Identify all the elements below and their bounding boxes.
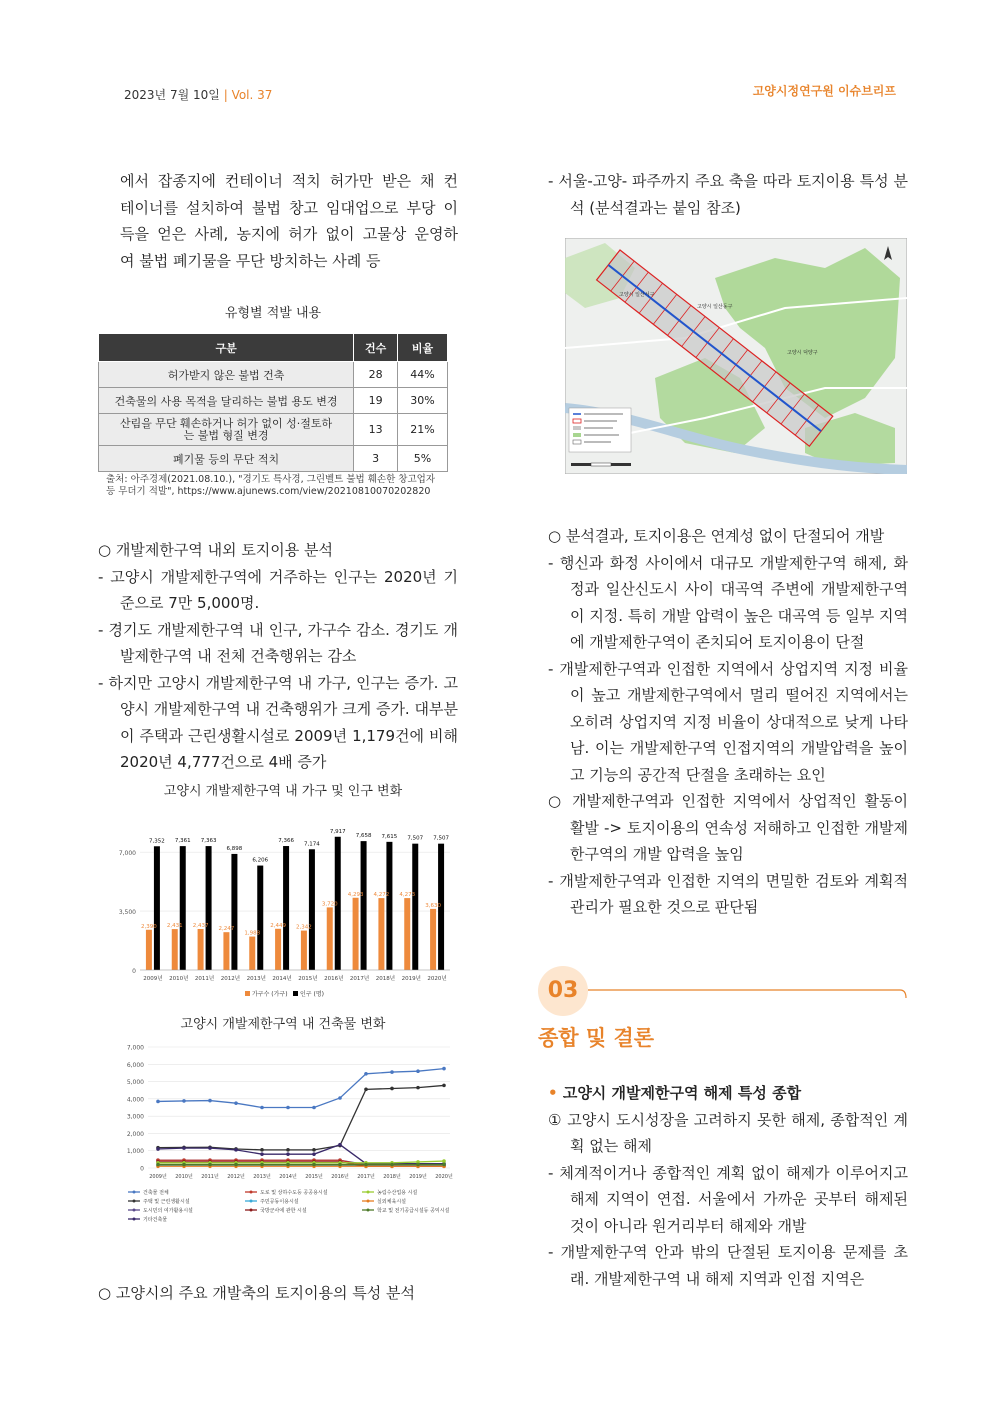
table-cell: 5% bbox=[398, 446, 448, 472]
table-cell: 산림을 무단 훼손하거나 허가 없이 성·절토하는 불법 형질 변경 bbox=[99, 414, 354, 446]
legend-label: 주민공동이용시설 bbox=[260, 1199, 299, 1205]
series-point bbox=[286, 1152, 290, 1156]
table-cell: 28 bbox=[354, 362, 398, 388]
y-tick-label: 7,000 bbox=[126, 1044, 144, 1052]
x-tick-label: 2017년 bbox=[349, 976, 370, 982]
conclusion-item: - 개발제한구역 안과 밖의 단절된 토지이용 문제를 초래. 개발제한구역 내 해제 지역과 인접 지역은 bbox=[548, 1243, 908, 1288]
bar-households bbox=[327, 907, 333, 970]
bar-population bbox=[257, 866, 263, 970]
x-tick-label: 2014년 bbox=[272, 976, 292, 982]
x-tick-label: 2020년 bbox=[435, 1174, 453, 1180]
series-point bbox=[156, 1163, 160, 1167]
x-tick-label: 2018년 bbox=[383, 1174, 401, 1180]
y-tick-label: 0 bbox=[140, 1165, 144, 1173]
bar-population bbox=[231, 854, 237, 970]
x-tick-label: 2012년 bbox=[227, 1174, 245, 1180]
population-bar-chart bbox=[110, 812, 460, 1007]
series-point bbox=[364, 1088, 368, 1092]
data-label-households: 2,449 bbox=[270, 922, 286, 929]
chart2-caption: 고양시 개발제한구역 내 건축물 변화 bbox=[180, 1017, 386, 1032]
legend-label: 도시민의 여가활용시설 bbox=[143, 1208, 193, 1214]
header-separator: | bbox=[223, 88, 228, 102]
series-point bbox=[312, 1152, 316, 1156]
table-cell: 13 bbox=[354, 414, 398, 446]
legend-marker bbox=[133, 1200, 136, 1203]
table-caption: 유형별 적발 내용 bbox=[224, 306, 322, 321]
legend-marker bbox=[133, 1191, 136, 1194]
legend-label: 농림수산업용 시설 bbox=[377, 1190, 418, 1196]
series-point bbox=[416, 1086, 420, 1090]
bar-population bbox=[386, 842, 392, 970]
data-label-population: 7,658 bbox=[355, 833, 372, 840]
series-point bbox=[442, 1159, 446, 1163]
bar-population bbox=[361, 841, 367, 970]
conclusion-heading bbox=[548, 1080, 908, 1107]
source-line: 출처: 아주경제(2021.08.10.), "경기도 특사경, 그린벨트 불법 훼손한 창고업자 bbox=[106, 474, 435, 485]
header-date-vol bbox=[124, 86, 272, 103]
bar-population bbox=[154, 846, 160, 970]
series-point bbox=[208, 1163, 212, 1167]
section-number: 03 bbox=[538, 966, 588, 1016]
bar-population bbox=[412, 844, 418, 970]
result-item: - 개발제한구역과 인접한 지역에서 상업지역 지정 비율이 높고 개발제한구역에서 멀리 떨어진 지역에서는 오히려 상업지역 지정 비율이 상대적으로 낮게 나타남. 이는 개발제한구역 인접지역의 개발압력을 높이고 기능의 공간적 단절을 초래하는 요인 bbox=[548, 659, 908, 784]
legend-label: 국방군사에 관한 시설 bbox=[260, 1208, 307, 1214]
map-legend bbox=[569, 408, 631, 452]
axis-analysis-item bbox=[548, 168, 908, 221]
series-point bbox=[390, 1070, 394, 1074]
conclusion-item: - 체계적이거나 종합적인 계획 없이 해제가 이루어지고 해제 지역이 연접. 서울에서 가까운 곳부터 해제된 것이 아니라 원거리부터 해제와 개발 bbox=[548, 1163, 908, 1235]
legend-label: 도로 및 상하수도등 공공용시설 bbox=[260, 1190, 328, 1196]
series-point bbox=[416, 1069, 420, 1073]
x-tick-label: 2015년 bbox=[298, 976, 318, 982]
table-row bbox=[99, 388, 448, 414]
land-use-map bbox=[565, 238, 907, 474]
header-brand: 고양시정연구원 이슈브리프 bbox=[752, 84, 896, 98]
series-point bbox=[442, 1067, 446, 1071]
data-label-households: 4,273 bbox=[399, 892, 416, 899]
table-source bbox=[106, 474, 456, 498]
intro-line: 득을 얻은 사례, 농지에 허가 없이 고물상 운영하 bbox=[120, 225, 458, 243]
bar-households bbox=[172, 929, 178, 970]
header-volume: Vol. 37 bbox=[231, 88, 273, 102]
data-label-population: 7,361 bbox=[174, 838, 191, 845]
intro-line: 여 불법 폐기물을 무단 방치하는 사례 등 bbox=[120, 251, 381, 270]
table-header: 비율 bbox=[398, 334, 448, 362]
legend-swatch bbox=[245, 991, 250, 996]
series-point bbox=[364, 1072, 368, 1076]
series-point bbox=[260, 1106, 264, 1110]
series-point bbox=[156, 1100, 160, 1104]
y-tick-label: 7,000 bbox=[118, 850, 136, 858]
x-tick-label: 2011년 bbox=[201, 1174, 219, 1180]
conclusion-block bbox=[548, 1080, 908, 1292]
table-cell: 3 bbox=[354, 446, 398, 472]
result-item: - 행신과 화정 사이에서 대규모 개발제한구역 해제, 화정과 일산신도시 사이 대곡역 주변에 개발제한구역이 지정. 특히 개발 압력이 높은 대곡역 등 일부 지역에 개발제한구역이 존치되어 토지이용이 단절 bbox=[548, 553, 908, 651]
x-tick-label: 2013년 bbox=[246, 976, 266, 982]
result-item: ○ 개발제한구역과 인접한 지역에서 상업적인 활동이 활발 -> 토지이용의 연속성 저해하고 인접한 개발제한구역의 개발 압력을 높임 bbox=[548, 792, 908, 863]
legend-marker bbox=[250, 1209, 253, 1212]
data-label-population: 7,507 bbox=[407, 835, 424, 842]
bar-households bbox=[146, 930, 152, 970]
legend-marker bbox=[367, 1191, 370, 1194]
x-tick-label: 2019년 bbox=[401, 976, 421, 982]
bar-households bbox=[301, 931, 307, 970]
data-label-population: 7,615 bbox=[381, 833, 398, 840]
bar-households bbox=[430, 909, 436, 970]
series-point bbox=[234, 1148, 238, 1152]
y-tick-label: 1,000 bbox=[126, 1148, 144, 1156]
table-header: 구분 bbox=[99, 334, 354, 362]
scale-bar bbox=[571, 463, 631, 466]
result-item: ○ 분석결과, 토지이용은 연계성 없이 단절되어 개발 bbox=[548, 527, 885, 545]
section-divider bbox=[588, 984, 908, 1004]
series-point bbox=[312, 1163, 316, 1167]
legend-marker bbox=[133, 1209, 136, 1212]
bar-households bbox=[249, 937, 255, 970]
data-label-households: 2,437 bbox=[192, 922, 209, 929]
data-label-households: 3,630 bbox=[425, 902, 441, 909]
legend-marker bbox=[250, 1200, 253, 1203]
series-point bbox=[442, 1084, 446, 1088]
section-item: - 하지만 고양시 개발제한구역 내 가구, 인구는 증가. 고양시 개발제한구역 내 건축행위가 크게 증가. 대부분이 주택과 근린생활시설로 2009년 1,179건에 비해 2020년 4,777건으로 4배 증가 bbox=[98, 673, 458, 771]
x-tick-label: 2013년 bbox=[253, 1174, 271, 1180]
bar-households bbox=[353, 898, 359, 970]
bar-households bbox=[223, 932, 229, 970]
series-point bbox=[416, 1163, 420, 1167]
table-row bbox=[99, 414, 448, 446]
series-point bbox=[182, 1146, 186, 1150]
bar-households bbox=[404, 898, 410, 970]
y-tick-label: 2,000 bbox=[126, 1130, 144, 1138]
series-point bbox=[234, 1101, 238, 1105]
series-point bbox=[286, 1106, 290, 1110]
data-label-households: 2,431 bbox=[166, 923, 183, 930]
analysis-results bbox=[548, 523, 908, 921]
series-point bbox=[182, 1099, 186, 1103]
conclusion-item: ① 고양시 도시성장을 고려하지 못한 해제, 종합적인 계획 없는 해제 bbox=[548, 1110, 908, 1155]
data-label-households: 1,988 bbox=[244, 930, 261, 937]
x-tick-label: 2019년 bbox=[409, 1174, 427, 1180]
series-point bbox=[338, 1163, 342, 1167]
conclusion-heading-text: 고양시 개발제한구역 해제 특성 종합 bbox=[562, 1084, 802, 1102]
legend-marker bbox=[367, 1200, 370, 1203]
table-cell: 건축물의 사용 목적을 달리하는 불법 용도 변경 bbox=[99, 388, 354, 414]
y-tick-label: 6,000 bbox=[126, 1061, 144, 1069]
data-label-households: 2,247 bbox=[218, 926, 235, 933]
bullet-dot: • bbox=[548, 1084, 558, 1102]
series-point bbox=[338, 1096, 342, 1100]
x-tick-label: 2010년 bbox=[169, 976, 189, 982]
bar-households bbox=[378, 898, 384, 970]
bar-population bbox=[180, 846, 186, 970]
intro-paragraph bbox=[120, 168, 458, 274]
header-date: 2023년 7월 10일 bbox=[124, 88, 220, 102]
series-line bbox=[158, 1085, 444, 1149]
data-label-population: 7,352 bbox=[149, 838, 165, 845]
series-point bbox=[390, 1087, 394, 1091]
x-tick-label: 2012년 bbox=[220, 976, 241, 982]
section-item: - 서울-고양- 파주까지 주요 축을 따라 토지이용 특성 분석 (분석결과는 붙임 참조) bbox=[548, 172, 908, 217]
y-tick-label: 5,000 bbox=[126, 1079, 144, 1087]
series-point bbox=[156, 1147, 160, 1151]
series-point bbox=[260, 1152, 264, 1156]
map-label-ilsan-west: 고양시 일산서구 bbox=[619, 292, 655, 298]
table-row bbox=[99, 446, 448, 472]
bar-population bbox=[206, 846, 212, 970]
x-tick-label: 2015년 bbox=[305, 1174, 323, 1180]
table-row bbox=[99, 362, 448, 388]
series-point bbox=[338, 1143, 342, 1147]
series-point bbox=[286, 1163, 290, 1167]
series-point bbox=[234, 1163, 238, 1167]
legend-label: 가구수 (가구) bbox=[252, 991, 288, 998]
series-point bbox=[260, 1148, 264, 1152]
building-line-chart bbox=[110, 1035, 460, 1245]
x-tick-label: 2011년 bbox=[194, 976, 215, 982]
y-tick-label: 3,500 bbox=[118, 909, 136, 917]
section-item: - 경기도 개발제한구역 내 인구, 가구수 감소. 경기도 개발제한구역 내 전체 건축행위는 감소 bbox=[98, 620, 458, 665]
table-header: 건수 bbox=[354, 334, 398, 362]
bar-population bbox=[283, 846, 289, 970]
series-point bbox=[208, 1099, 212, 1103]
data-label-population: 7,507 bbox=[433, 835, 449, 842]
map-label-ilsan-east: 고양시 일산동구 bbox=[697, 304, 733, 310]
series-point bbox=[312, 1106, 316, 1110]
data-label-population: 7,174 bbox=[304, 841, 320, 848]
table-cell: 19 bbox=[354, 388, 398, 414]
data-label-population: 6,898 bbox=[226, 845, 243, 852]
series-point bbox=[312, 1148, 316, 1152]
violation-table bbox=[98, 333, 448, 472]
series-point bbox=[442, 1163, 446, 1167]
data-label-population: 7,366 bbox=[278, 838, 294, 845]
result-item: - 개발제한구역과 인접한 지역의 면밀한 검토와 계획적 관리가 필요한 것으로 판단됨 bbox=[548, 871, 908, 916]
legend-label: 주택 및 근린생활시설 bbox=[143, 1199, 190, 1205]
series-point bbox=[390, 1163, 394, 1167]
legend-label: 실외체육시설 bbox=[377, 1199, 406, 1205]
data-label-households: 3,720 bbox=[321, 901, 338, 908]
data-label-households: 4,272 bbox=[373, 892, 390, 899]
x-tick-label: 2016년 bbox=[324, 976, 344, 982]
x-tick-label: 2014년 bbox=[279, 1174, 297, 1180]
legend-label: 인구 (명) bbox=[300, 991, 324, 998]
bar-households bbox=[275, 929, 281, 970]
table-cell: 폐기물 등의 무단 적치 bbox=[99, 446, 354, 472]
legend-swatch bbox=[293, 991, 298, 996]
legend-marker bbox=[133, 1218, 136, 1221]
table-cell: 허가받지 않은 불법 건축 bbox=[99, 362, 354, 388]
x-tick-label: 2010년 bbox=[175, 1174, 193, 1180]
section-item: - 고양시 개발제한구역에 거주하는 인구는 2020년 기준으로 7만 5,000명. bbox=[98, 567, 458, 612]
data-label-population: 7,363 bbox=[200, 838, 217, 845]
legend-marker bbox=[250, 1191, 253, 1194]
table-cell: 30% bbox=[398, 388, 448, 414]
section-title: 종합 및 결론 bbox=[538, 1026, 655, 1050]
section-land-use bbox=[98, 537, 458, 776]
data-label-households: 2,342 bbox=[296, 924, 312, 931]
series-point bbox=[286, 1148, 290, 1152]
x-tick-label: 2018년 bbox=[375, 976, 396, 982]
data-label-households: 4,293 bbox=[347, 891, 364, 898]
intro-line: 에서 잡종지에 컨테이너 적치 허가만 받은 채 컨 bbox=[120, 172, 458, 190]
section-heading: ○ 개발제한구역 내외 토지이용 분석 bbox=[98, 541, 334, 559]
bottom-item: ○ 고양시의 주요 개발축의 토지이용의 특성 분석 bbox=[98, 1284, 416, 1302]
series-point bbox=[182, 1163, 186, 1167]
data-label-population: 6,206 bbox=[252, 857, 269, 864]
legend-label: 학교 및 전기공급시설등 공익시설 bbox=[377, 1208, 450, 1214]
x-tick-label: 2009년 bbox=[143, 976, 163, 982]
legend-marker bbox=[367, 1209, 370, 1212]
y-tick-label: 4,000 bbox=[126, 1096, 144, 1104]
data-label-population: 7,917 bbox=[329, 828, 346, 835]
x-tick-label: 2020년 bbox=[427, 976, 447, 982]
x-tick-label: 2016년 bbox=[331, 1174, 349, 1180]
series-point bbox=[260, 1163, 264, 1167]
map-label-deogyang: 고양시 덕양구 bbox=[787, 350, 818, 356]
table-cell: 44% bbox=[398, 362, 448, 388]
chart1-caption: 고양시 개발제한구역 내 가구 및 인구 변화 bbox=[163, 784, 403, 799]
data-label-households: 2,390 bbox=[141, 923, 157, 930]
source-line: 등 무더기 적발", https://www.ajunews.com/view/20210810070202820 bbox=[106, 486, 431, 497]
legend-label: 기타건축물 bbox=[143, 1217, 168, 1223]
series-point bbox=[364, 1163, 368, 1167]
series-point bbox=[208, 1146, 212, 1150]
y-tick-label: 0 bbox=[132, 968, 136, 975]
legend-label: 건축물 전체 bbox=[143, 1190, 169, 1196]
x-tick-label: 2017년 bbox=[357, 1174, 375, 1180]
y-tick-label: 3,000 bbox=[126, 1113, 144, 1121]
x-tick-label: 2009년 bbox=[149, 1174, 167, 1180]
bar-population bbox=[309, 849, 315, 970]
intro-line: 테이너를 설치하여 불법 창고 임대업으로 부당 이 bbox=[120, 198, 458, 217]
bar-households bbox=[198, 929, 204, 970]
table-cell: 21% bbox=[398, 414, 448, 446]
